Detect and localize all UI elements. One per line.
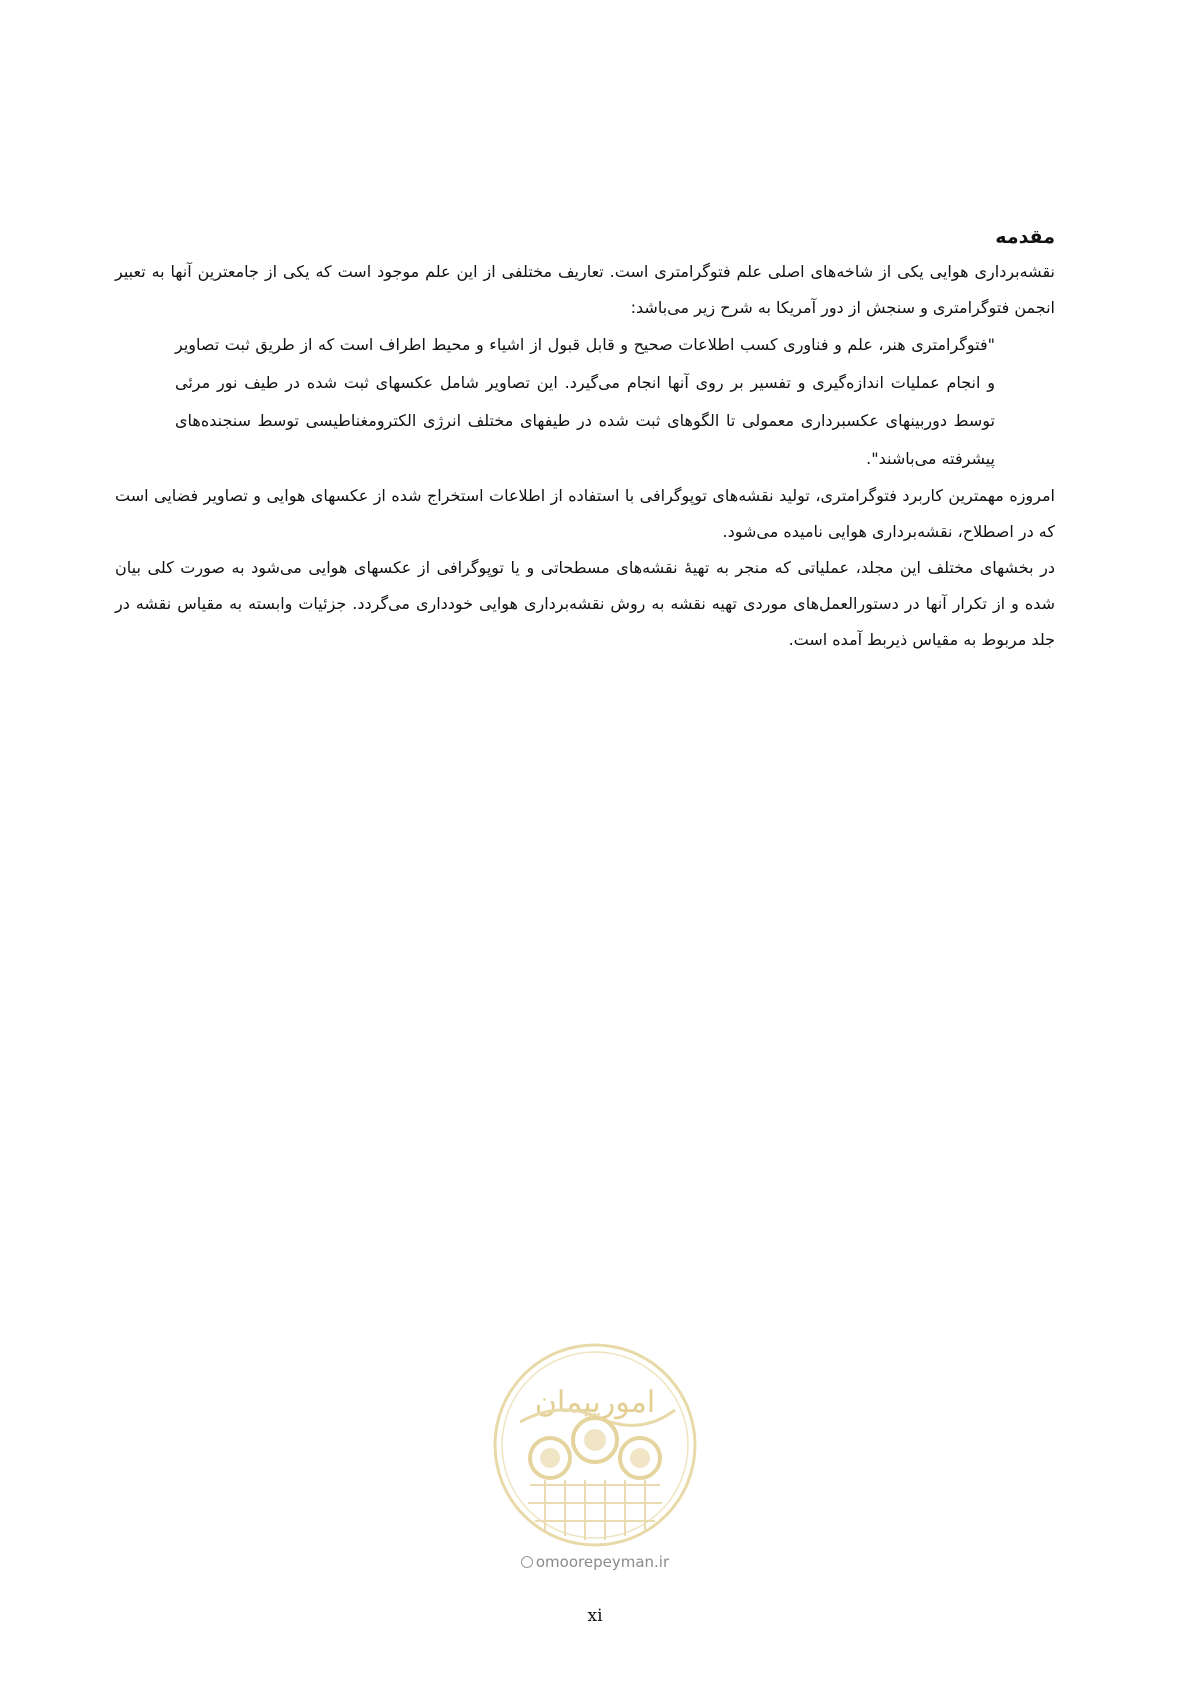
page-content: [115, 222, 1055, 658]
logo-lettering: امورپیمان: [534, 1385, 656, 1420]
definition-quote: "فتوگرامتری هنر، علم و فناوری کسب اطلاعات صحیح و قابل قبول از اشیاء و محیط اطراف است که از طریق ثبت تصاویر و انجام عملیات اندازه‌گیری و تفسیر بر روی آنها انجام می‌گیرد. این تصاویر شامل عکسهای ثبت شده در طیف نور مرئی توسط دوربینهای عکسبرداری معمولی تا الگوهای ثبت شده در طیفهای مختلف انرژی الکترومغناطیسی توسط سنجنده‌های پیشرفته می‌باشند".: [175, 335, 995, 468]
watermark-logo: [490, 1340, 700, 1550]
scope-paragraph: در بخشهای مختلف این مجلد، عملیاتی که منجر به تهیهٔ نقشه‌های مسطحاتی و یا توپوگرافی از عکسهای هوایی می‌شود به صورت کلی بیان شده و از تکرار آنها در دستورالعمل‌های موردی تهیه نقشه به روش نقشه‌برداری هوایی خودداری می‌گردد. جزئیات وابسته به مقیاس نقشه در جلد مربوط به مقیاس ذیربط آمده است.: [115, 558, 1055, 649]
application-paragraph: امروزه مهمترین کاربرد فتوگرامتری، تولید نقشه‌های توپوگرافی با استفاده از اطلاعات استخراج شده از عکسهای هوایی و تصاویر فضایی است که در اصطلاح، نقشه‌برداری هوایی نامیده می‌شود.: [115, 486, 1055, 541]
section-heading: مقدمه: [995, 226, 1055, 248]
intro-paragraph: نقشه‌برداری هوایی یکی از شاخه‌های اصلی علم فتوگرامتری است. تعاریف مختلفی از این علم موجود است که یکی از جامعترین آنها به تعبیر انجمن فتوگرامتری و سنجش از دور آمریکا به شرح زیر می‌باشد:: [115, 262, 1055, 317]
page-number: xi: [587, 1606, 603, 1626]
website-text: omoorepeyman.ir: [535, 1553, 670, 1571]
watermark-website: [490, 1553, 700, 1571]
globe-icon: [521, 1556, 533, 1568]
